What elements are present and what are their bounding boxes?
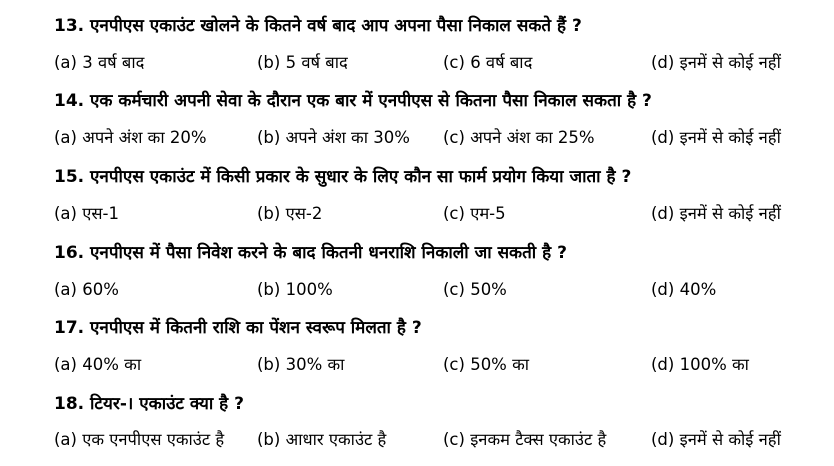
q13-option-d: (d) इनमें से कोई नहीं [651,53,781,72]
q15-option-a: (a) एस-1 [54,204,119,223]
q13-option-a: (a) 3 वर्ष बाद [54,53,145,72]
q14-option-b: (b) अपने अंश का 30% [257,128,410,147]
q15-option-c: (c) एम-5 [443,204,506,223]
q18-option-a: (a) एक एनपीएस एकाउंट है [54,430,225,449]
question-17-title: 17. एनपीएस में कितनी राशि का पेंशन स्वरूप मिलता है ? [54,318,422,338]
question-18-title: 18. टियर-। एकाउंट क्या है ? [54,394,244,414]
question-14-title: 14. एक कर्मचारी अपनी सेवा के दौरान एक बार में एनपीएस से कितना पैसा निकाल सकता है ? [54,91,652,111]
q17-option-c: (c) 50% का [443,355,530,374]
q13-option-b: (b) 5 वर्ष बाद [257,53,348,72]
q13-option-c: (c) 6 वर्ष बाद [443,53,533,72]
q18-option-b: (b) आधार एकाउंट है [257,430,387,449]
q17-option-b: (b) 30% का [257,355,345,374]
q14-option-c: (c) अपने अंश का 25% [443,128,595,147]
q17-option-a: (a) 40% का [54,355,142,374]
question-16-title: 16. एनपीएस में पैसा निवेश करने के बाद कितनी धनराशि निकाली जा सकती है ? [54,243,567,263]
q15-option-d: (d) इनमें से कोई नहीं [651,204,781,223]
q18-option-d: (d) इनमें से कोई नहीं [651,430,781,449]
q17-option-d: (d) 100% का [651,355,749,374]
q16-option-c: (c) 50% [443,280,507,299]
q14-option-a: (a) अपने अंश का 20% [54,128,207,147]
q16-option-b: (b) 100% [257,280,333,299]
q16-option-d: (d) 40% [651,280,717,299]
question-13-title: 13. एनपीएस एकाउंट खोलने के कितने वर्ष बाद आप अपना पैसा निकाल सकते हैं ? [54,16,582,36]
q16-option-a: (a) 60% [54,280,119,299]
question-15-title: 15. एनपीएस एकाउंट में किसी प्रकार के सुधार के लिए कौन सा फार्म प्रयोग किया जाता है ? [54,167,632,187]
q14-option-d: (d) इनमें से कोई नहीं [651,128,781,147]
q15-option-b: (b) एस-2 [257,204,323,223]
q18-option-c: (c) इनकम टैक्स एकाउंट है [443,430,607,449]
